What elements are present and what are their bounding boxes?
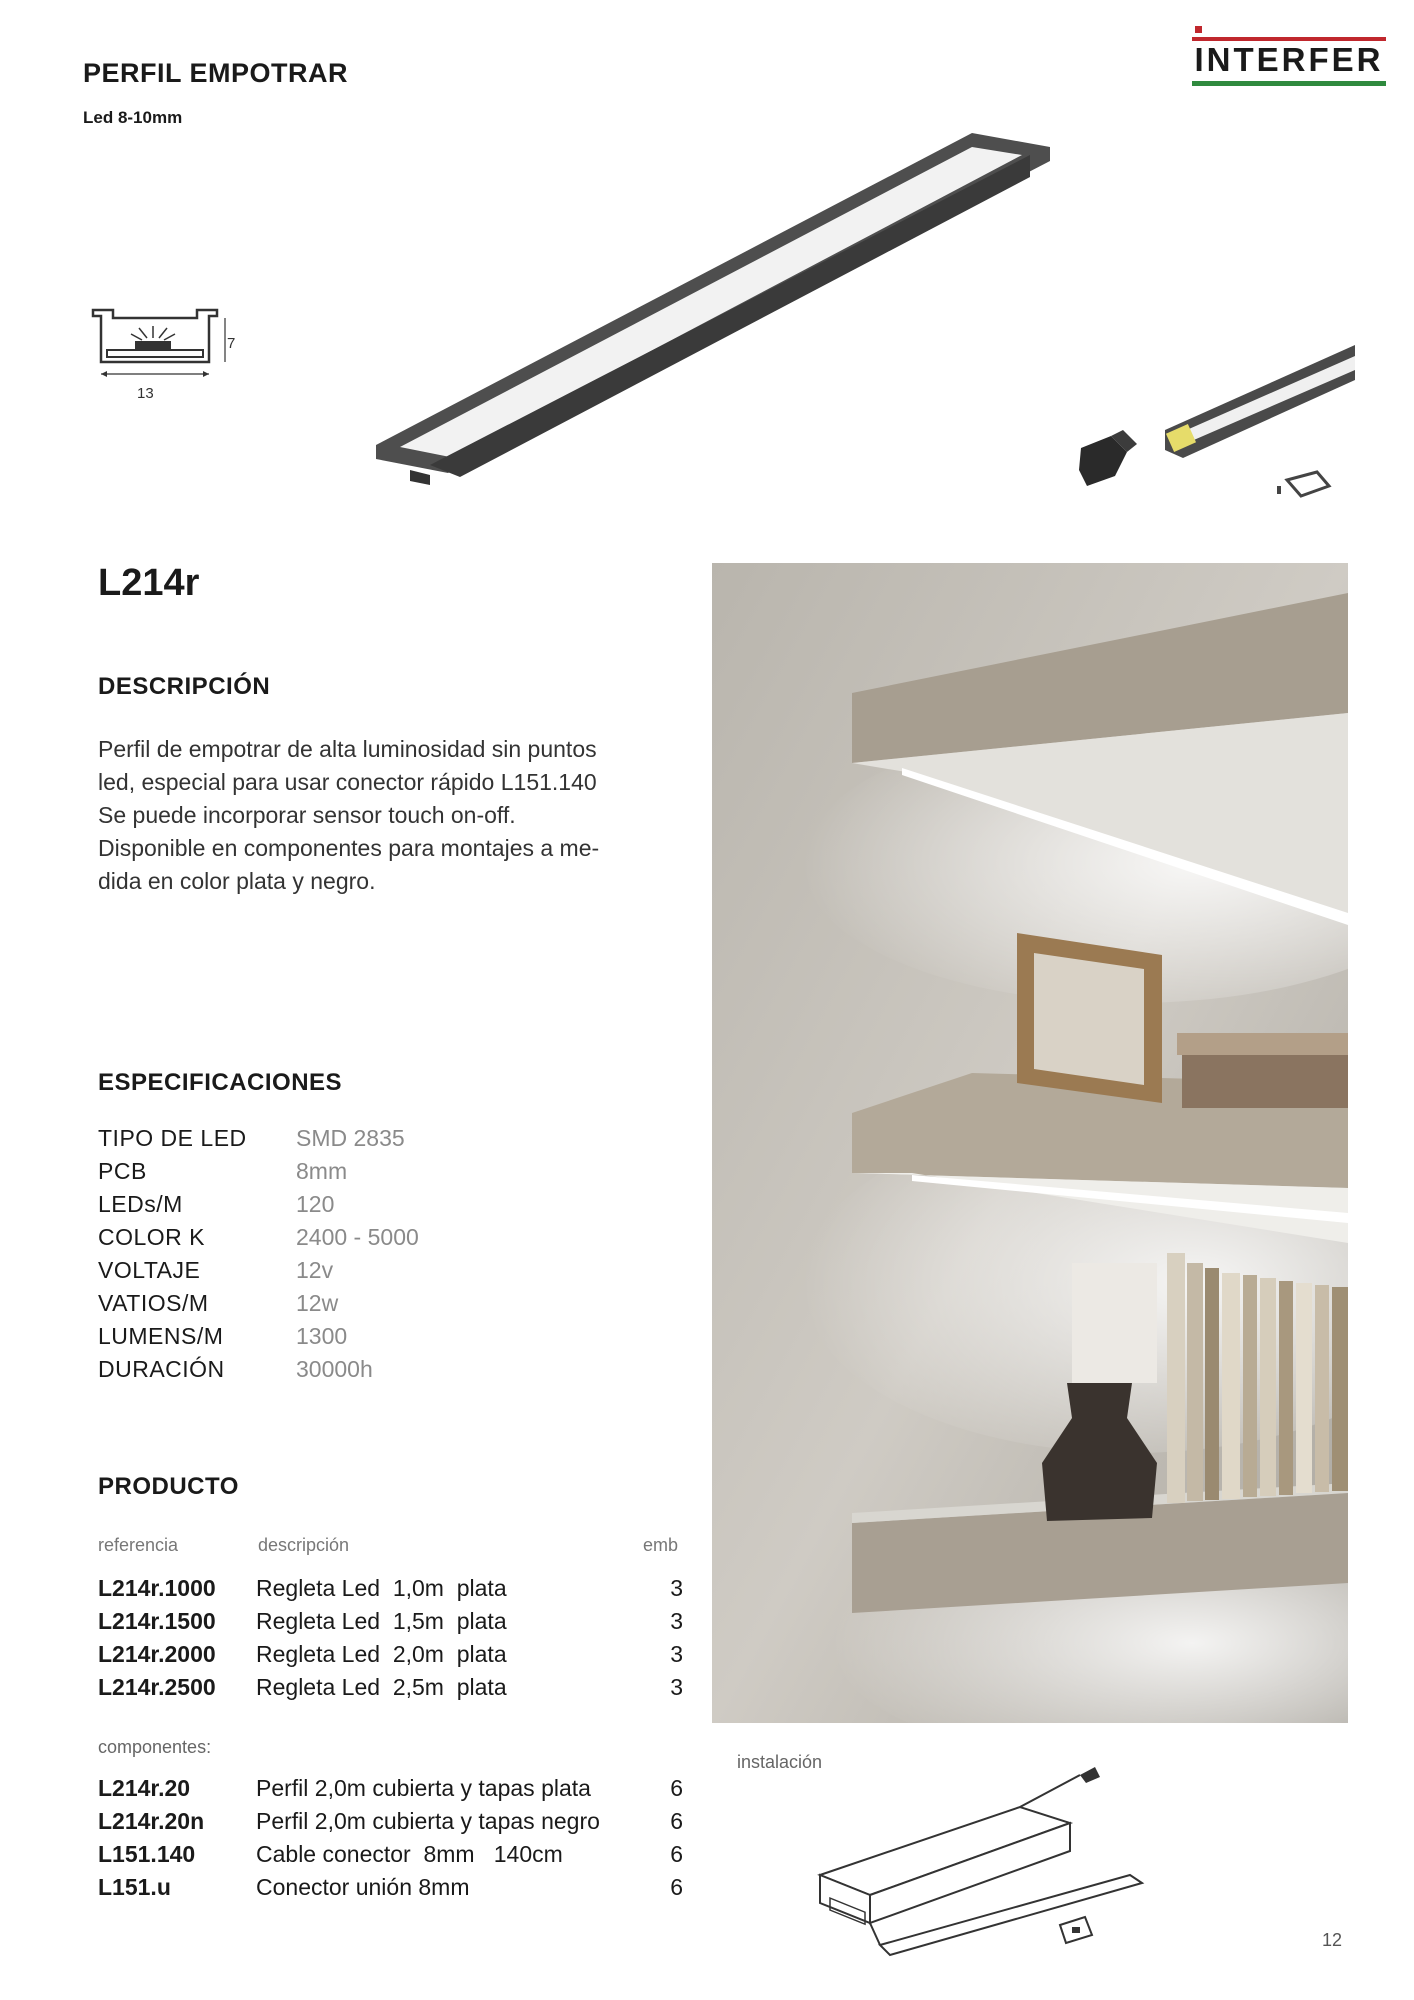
installation-label: instalación [737, 1752, 823, 1772]
component-ref: L214r.20n [98, 1808, 205, 1834]
spec-key: LEDs/M [98, 1191, 183, 1217]
component-emb: 6 [670, 1808, 683, 1834]
column-header-desc: descripción [258, 1535, 350, 1555]
component-emb: 6 [670, 1874, 683, 1900]
component-desc: Perfil 2,0m cubierta y tapas plata [256, 1775, 591, 1801]
product-ref: L214r.1000 [98, 1575, 216, 1601]
spec-row [98, 1356, 498, 1389]
description-line: led, especial para usar conector rápido L151.140 [98, 769, 597, 795]
spec-key: PCB [98, 1158, 147, 1184]
product-desc: Regleta Led 1,5m plata [256, 1608, 507, 1634]
section-subtitle: Led 8-10mm [83, 108, 183, 127]
description-heading: DESCRIPCIÓN [98, 673, 271, 700]
spec-row [98, 1191, 498, 1224]
component-desc: Conector unión 8mm [256, 1874, 470, 1900]
product-ref: L214r.2000 [98, 1641, 216, 1667]
product-row [98, 1674, 683, 1707]
spec-key: VOLTAJE [98, 1257, 201, 1283]
component-row [98, 1874, 683, 1907]
product-desc: Regleta Led 1,0m plata [256, 1575, 507, 1601]
product-emb: 3 [670, 1674, 683, 1700]
product-ref: L214r.2500 [98, 1674, 216, 1700]
spec-row [98, 1323, 498, 1356]
product-row [98, 1575, 683, 1608]
column-header-emb: emb [643, 1535, 679, 1555]
installation-diagram [810, 1755, 1155, 1970]
component-desc: Perfil 2,0m cubierta y tapas negro [256, 1808, 600, 1834]
spec-key: VATIOS/M [98, 1290, 209, 1316]
description-line: Perfil de empotrar de alta luminosidad sin puntos [98, 736, 597, 762]
components-label: componentes: [98, 1737, 212, 1757]
component-row [98, 1841, 683, 1874]
description-line: Se puede incorporar sensor touch on-off. [98, 802, 516, 828]
spec-value: SMD 2835 [296, 1125, 405, 1151]
brand-logo [1192, 26, 1386, 86]
spec-key: LUMENS/M [98, 1323, 224, 1349]
product-ref: L214r.1500 [98, 1608, 216, 1634]
spec-value: 2400 - 5000 [296, 1224, 419, 1250]
component-ref: L214r.20 [98, 1775, 191, 1801]
spec-value: 30000h [296, 1356, 373, 1382]
spec-row [98, 1290, 498, 1323]
product-code: L214r [98, 562, 200, 604]
product-row [98, 1641, 683, 1674]
product-desc: Regleta Led 2,0m plata [256, 1641, 507, 1667]
spec-row [98, 1224, 498, 1257]
component-row [98, 1808, 683, 1841]
column-header-ref: referencia [98, 1535, 179, 1555]
profile-cross-section-diagram [85, 298, 235, 408]
component-emb: 6 [670, 1775, 683, 1801]
brand-name: INTERFER [1194, 41, 1384, 78]
endcap-detail-illustration [1065, 340, 1355, 515]
product-desc: Regleta Led 2,5m plata [256, 1674, 507, 1700]
component-emb: 6 [670, 1841, 683, 1867]
spec-value: 8mm [296, 1158, 348, 1184]
section-title: PERFIL EMPOTRAR [83, 58, 349, 88]
description-text [98, 733, 668, 898]
spec-row [98, 1158, 498, 1191]
product-heading: PRODUCTO [98, 1473, 239, 1500]
description-line: Disponible en componentes para montajes a me- [98, 835, 600, 861]
specs-heading: ESPECIFICACIONES [98, 1069, 343, 1096]
spec-value: 120 [296, 1191, 335, 1217]
component-ref: L151.140 [98, 1841, 196, 1867]
spec-key: DURACIÓN [98, 1356, 225, 1382]
profile-bar-illustration [370, 125, 1050, 490]
spec-value: 12w [296, 1290, 339, 1316]
spec-key: TIPO DE LED [98, 1125, 247, 1151]
component-row [98, 1775, 683, 1808]
spec-value: 12v [296, 1257, 334, 1283]
spec-key: COLOR K [98, 1224, 206, 1250]
component-ref: L151.u [98, 1874, 171, 1900]
height-dimension-label: 7 [227, 335, 235, 352]
description-line: dida en color plata y negro. [98, 868, 376, 894]
spec-row [98, 1125, 498, 1158]
component-desc: Cable conector 8mm 140cm [256, 1841, 563, 1867]
spec-row [98, 1257, 498, 1290]
shelf-lighting-photo [712, 563, 1348, 1723]
spec-value: 1300 [296, 1323, 348, 1349]
product-emb: 3 [670, 1575, 683, 1601]
page-number: 12 [1322, 1930, 1343, 1950]
product-row [98, 1608, 683, 1641]
width-dimension-label: 13 [137, 385, 154, 402]
product-emb: 3 [670, 1608, 683, 1634]
product-emb: 3 [670, 1641, 683, 1667]
